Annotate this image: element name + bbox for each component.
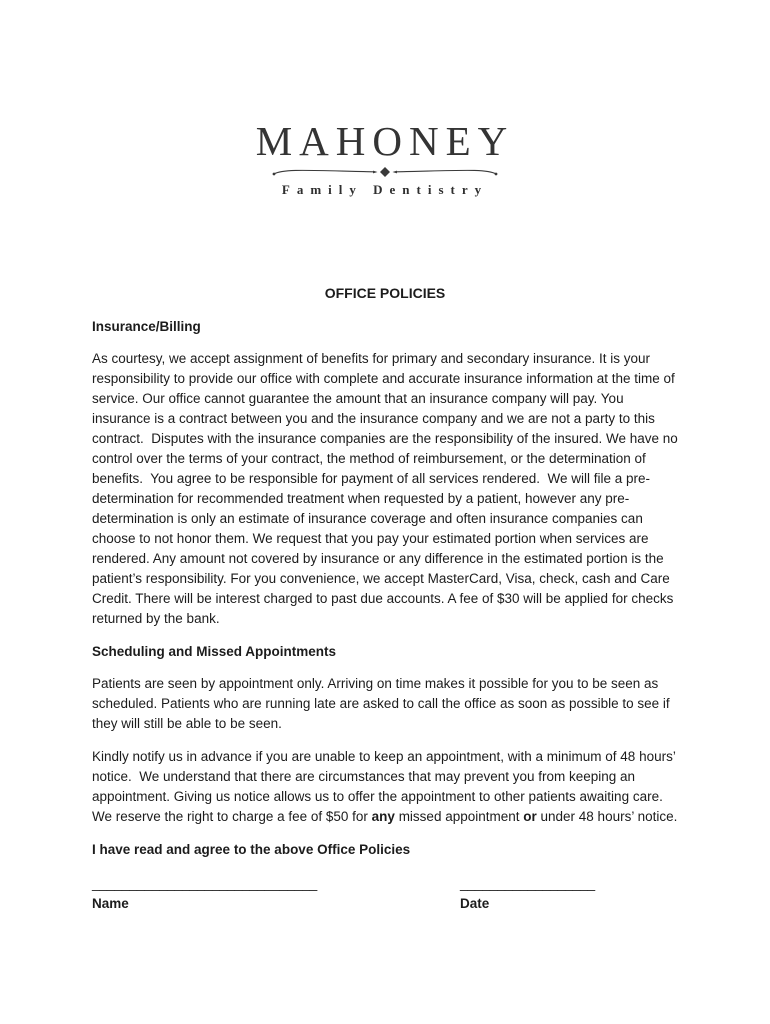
text-segment: Kindly notify us in advance if you are unable to keep an appointment, with a minimum of 48 hours’ notice. We understand that there are circumstances that may prevent you from keeping an appointment. Giving us notice allows us to offer the appointment to other patients awaiting care. We reserve the right to charge a fee of $50 for: [92, 749, 680, 824]
date-signature-line[interactable]: __________________: [460, 876, 596, 891]
insurance-billing-paragraph: As courtesy, we accept assignment of benefits for primary and secondary insurance. It is your responsibility to provide our office with complete and accurate insurance information at the time of service. Our office cannot guarantee the amount that an insurance company will pay. You insurance is a contract between you and the insurance company and we are not a party to this contract. Disputes with the insurance companies are the responsibility of the insured. We have no control over the terms of your contract, the method of reimbursement, or the determination of benefits. You agree to be responsible for payment of all services rendered. We will file a pre-determination for recommended treatment when requested by a patient, however any pre-determination is only an estimate of insurance coverage and often insurance companies can choose to not honor them. We request that you pay your estimated portion when services are rendered. Any amount not covered by insurance or any difference in the estimated portion is the patient’s responsibility. For you convenience, we accept MasterCard, Visa, check, cash and Care Credit. There will be interest charged to past due accounts. A fee of $30 will be applied for checks returned by the bank.: [92, 351, 682, 626]
bold-emphasis-or: or: [523, 809, 537, 824]
scheduling-paragraph-2: [92, 747, 678, 827]
logo-tagline: Family Dentistry: [281, 182, 489, 198]
section-heading-scheduling: Scheduling and Missed Appointments: [92, 644, 337, 659]
signature-row: [92, 874, 678, 914]
date-label: Date: [460, 896, 490, 911]
date-signature-block: [460, 874, 595, 914]
logo-name: MAHONEY: [255, 118, 515, 164]
text-segment: under 48 hours’ notice.: [536, 809, 678, 824]
name-label: Name: [92, 896, 129, 911]
agreement-statement: I have read and agree to the above Office Policies: [92, 842, 411, 857]
flourish-icon: [0, 165, 770, 179]
bold-emphasis-any: any: [371, 809, 395, 824]
scheduling-paragraph-1: Patients are seen by appointment only. Arriving on time makes it possible for you to be seen as scheduled. Patients who are running late are asked to call the office as soon as possible to see if they will still be able to be seen.: [92, 676, 674, 731]
text-segment: missed appointment: [394, 809, 524, 824]
name-signature-line[interactable]: ______________________________: [92, 876, 318, 891]
section-heading-insurance-billing: Insurance/Billing: [92, 319, 201, 334]
name-signature-block: [92, 874, 460, 914]
document-body: [92, 283, 682, 914]
logo: [0, 120, 770, 198]
document-title: OFFICE POLICIES: [324, 285, 446, 301]
